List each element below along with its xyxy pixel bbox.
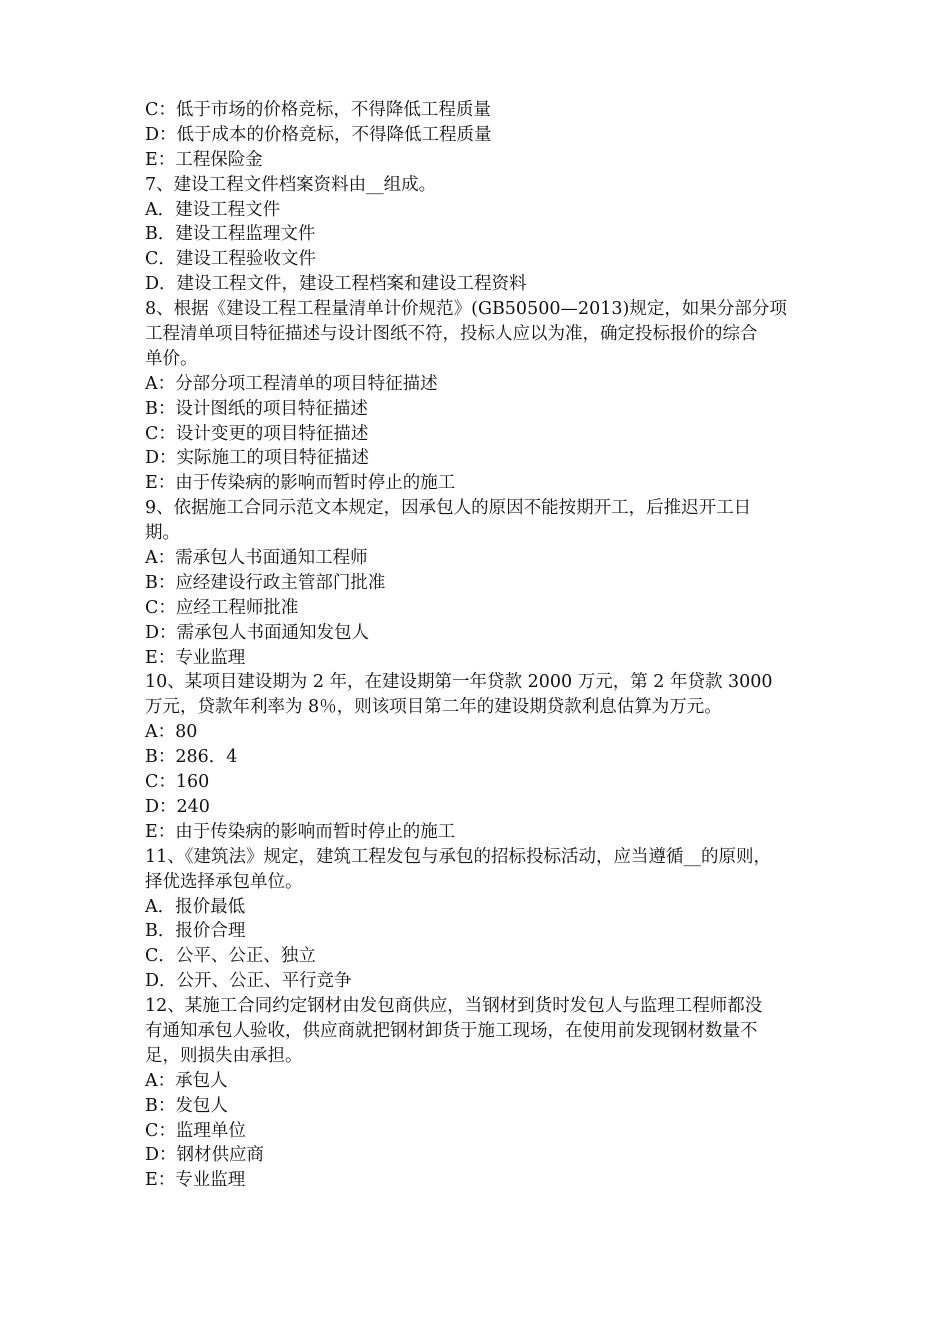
option-d-q6: D：低于成本的价格竞标，不得降低工程质量 xyxy=(145,124,492,145)
option-b-q9: B：应经建设行政主管部门批准 xyxy=(145,572,386,593)
question-8-line-3: 单价。 xyxy=(145,348,198,369)
option-e-q6: E：工程保险金 xyxy=(145,149,263,170)
question-10-line-2: 万元，贷款年利率为 8％，则该项目第二年的建设期贷款利息估算为万元。 xyxy=(145,697,722,718)
question-8-line-2: 工程清单项目特征描述与设计图纸不符，投标人应以为准，确定投标报价的综合 xyxy=(145,324,758,345)
question-8-line-1: 8、根据《建设工程工程量清单计价规范》(GB50500—2013)规定，如果分部分项 xyxy=(145,299,787,320)
option-b-q11: B．报价合理 xyxy=(145,921,246,942)
option-b-q7: B．建设工程监理文件 xyxy=(145,224,316,245)
option-a-q11: A．报价最低 xyxy=(145,896,246,917)
option-e-q8: E：由于传染病的影响而暂时停止的施工 xyxy=(145,473,456,494)
option-b-q8: B：设计图纸的项目特征描述 xyxy=(145,398,368,419)
option-c-q9: C：应经工程师批准 xyxy=(145,597,299,618)
option-d-q9: D：需承包人书面通知发包人 xyxy=(145,622,370,643)
question-12-line-3: 足，则损失由承担。 xyxy=(145,1045,303,1066)
option-d-q12: D：钢材供应商 xyxy=(145,1145,265,1166)
option-e-q9: E：专业监理 xyxy=(145,647,246,668)
question-12-line-1: 12、某施工合同约定钢材由发包商供应，当钢材到货时发包人与监理工程师都没 xyxy=(145,996,763,1017)
question-11-line-1: 11、《建筑法》规定，建筑工程发包与承包的招标投标活动，应当遵循__的原则， xyxy=(145,846,772,867)
question-12-line-2: 有通知承包人验收，供应商就把钢材卸货于施工现场，在使用前发现钢材数量不 xyxy=(145,1020,758,1041)
option-c-q12: C：监理单位 xyxy=(145,1120,246,1141)
question-10-line-1: 10、某项目建设期为 2 年，在建设期第一年贷款 2000 万元，第 2 年贷款 3000 xyxy=(145,672,773,693)
question-7: 7、建设工程文件档案资料由__组成。 xyxy=(145,174,437,195)
option-e-q10: E：由于传染病的影响而暂时停止的施工 xyxy=(145,821,456,842)
option-a-q7: A．建设工程文件 xyxy=(145,199,281,220)
option-b-q12: B：发包人 xyxy=(145,1095,228,1116)
option-d-q7: D．建设工程文件，建设工程档案和建设工程资料 xyxy=(145,274,527,295)
option-d-q10: D：240 xyxy=(145,796,210,817)
question-11-line-2: 择优选择承包单位。 xyxy=(145,871,303,892)
option-c-q7: C．建设工程验收文件 xyxy=(145,249,316,270)
option-a-q10: A：80 xyxy=(145,722,198,743)
option-a-q9: A：需承包人书面通知工程师 xyxy=(145,548,368,569)
option-d-q8: D：实际施工的项目特征描述 xyxy=(145,448,370,469)
option-c-q8: C：设计变更的项目特征描述 xyxy=(145,423,369,444)
document-page xyxy=(145,98,810,1193)
question-9-line-1: 9、依据施工合同示范文本规定，因承包人的原因不能按期开工，后推迟开工日 xyxy=(145,498,752,519)
option-b-q10: B：286．4 xyxy=(145,747,238,768)
option-c-q6: C：低于市场的价格竞标，不得降低工程质量 xyxy=(145,100,491,120)
question-9-line-2: 期。 xyxy=(145,523,180,544)
option-a-q8: A：分部分项工程清单的项目特征描述 xyxy=(145,373,438,394)
option-e-q12: E：专业监理 xyxy=(145,1170,246,1191)
option-c-q10: C：160 xyxy=(145,772,210,793)
option-c-q11: C．公平、公正、独立 xyxy=(145,946,316,967)
option-a-q12: A：承包人 xyxy=(145,1070,228,1091)
option-d-q11: D．公开、公正、平行竞争 xyxy=(145,971,352,992)
